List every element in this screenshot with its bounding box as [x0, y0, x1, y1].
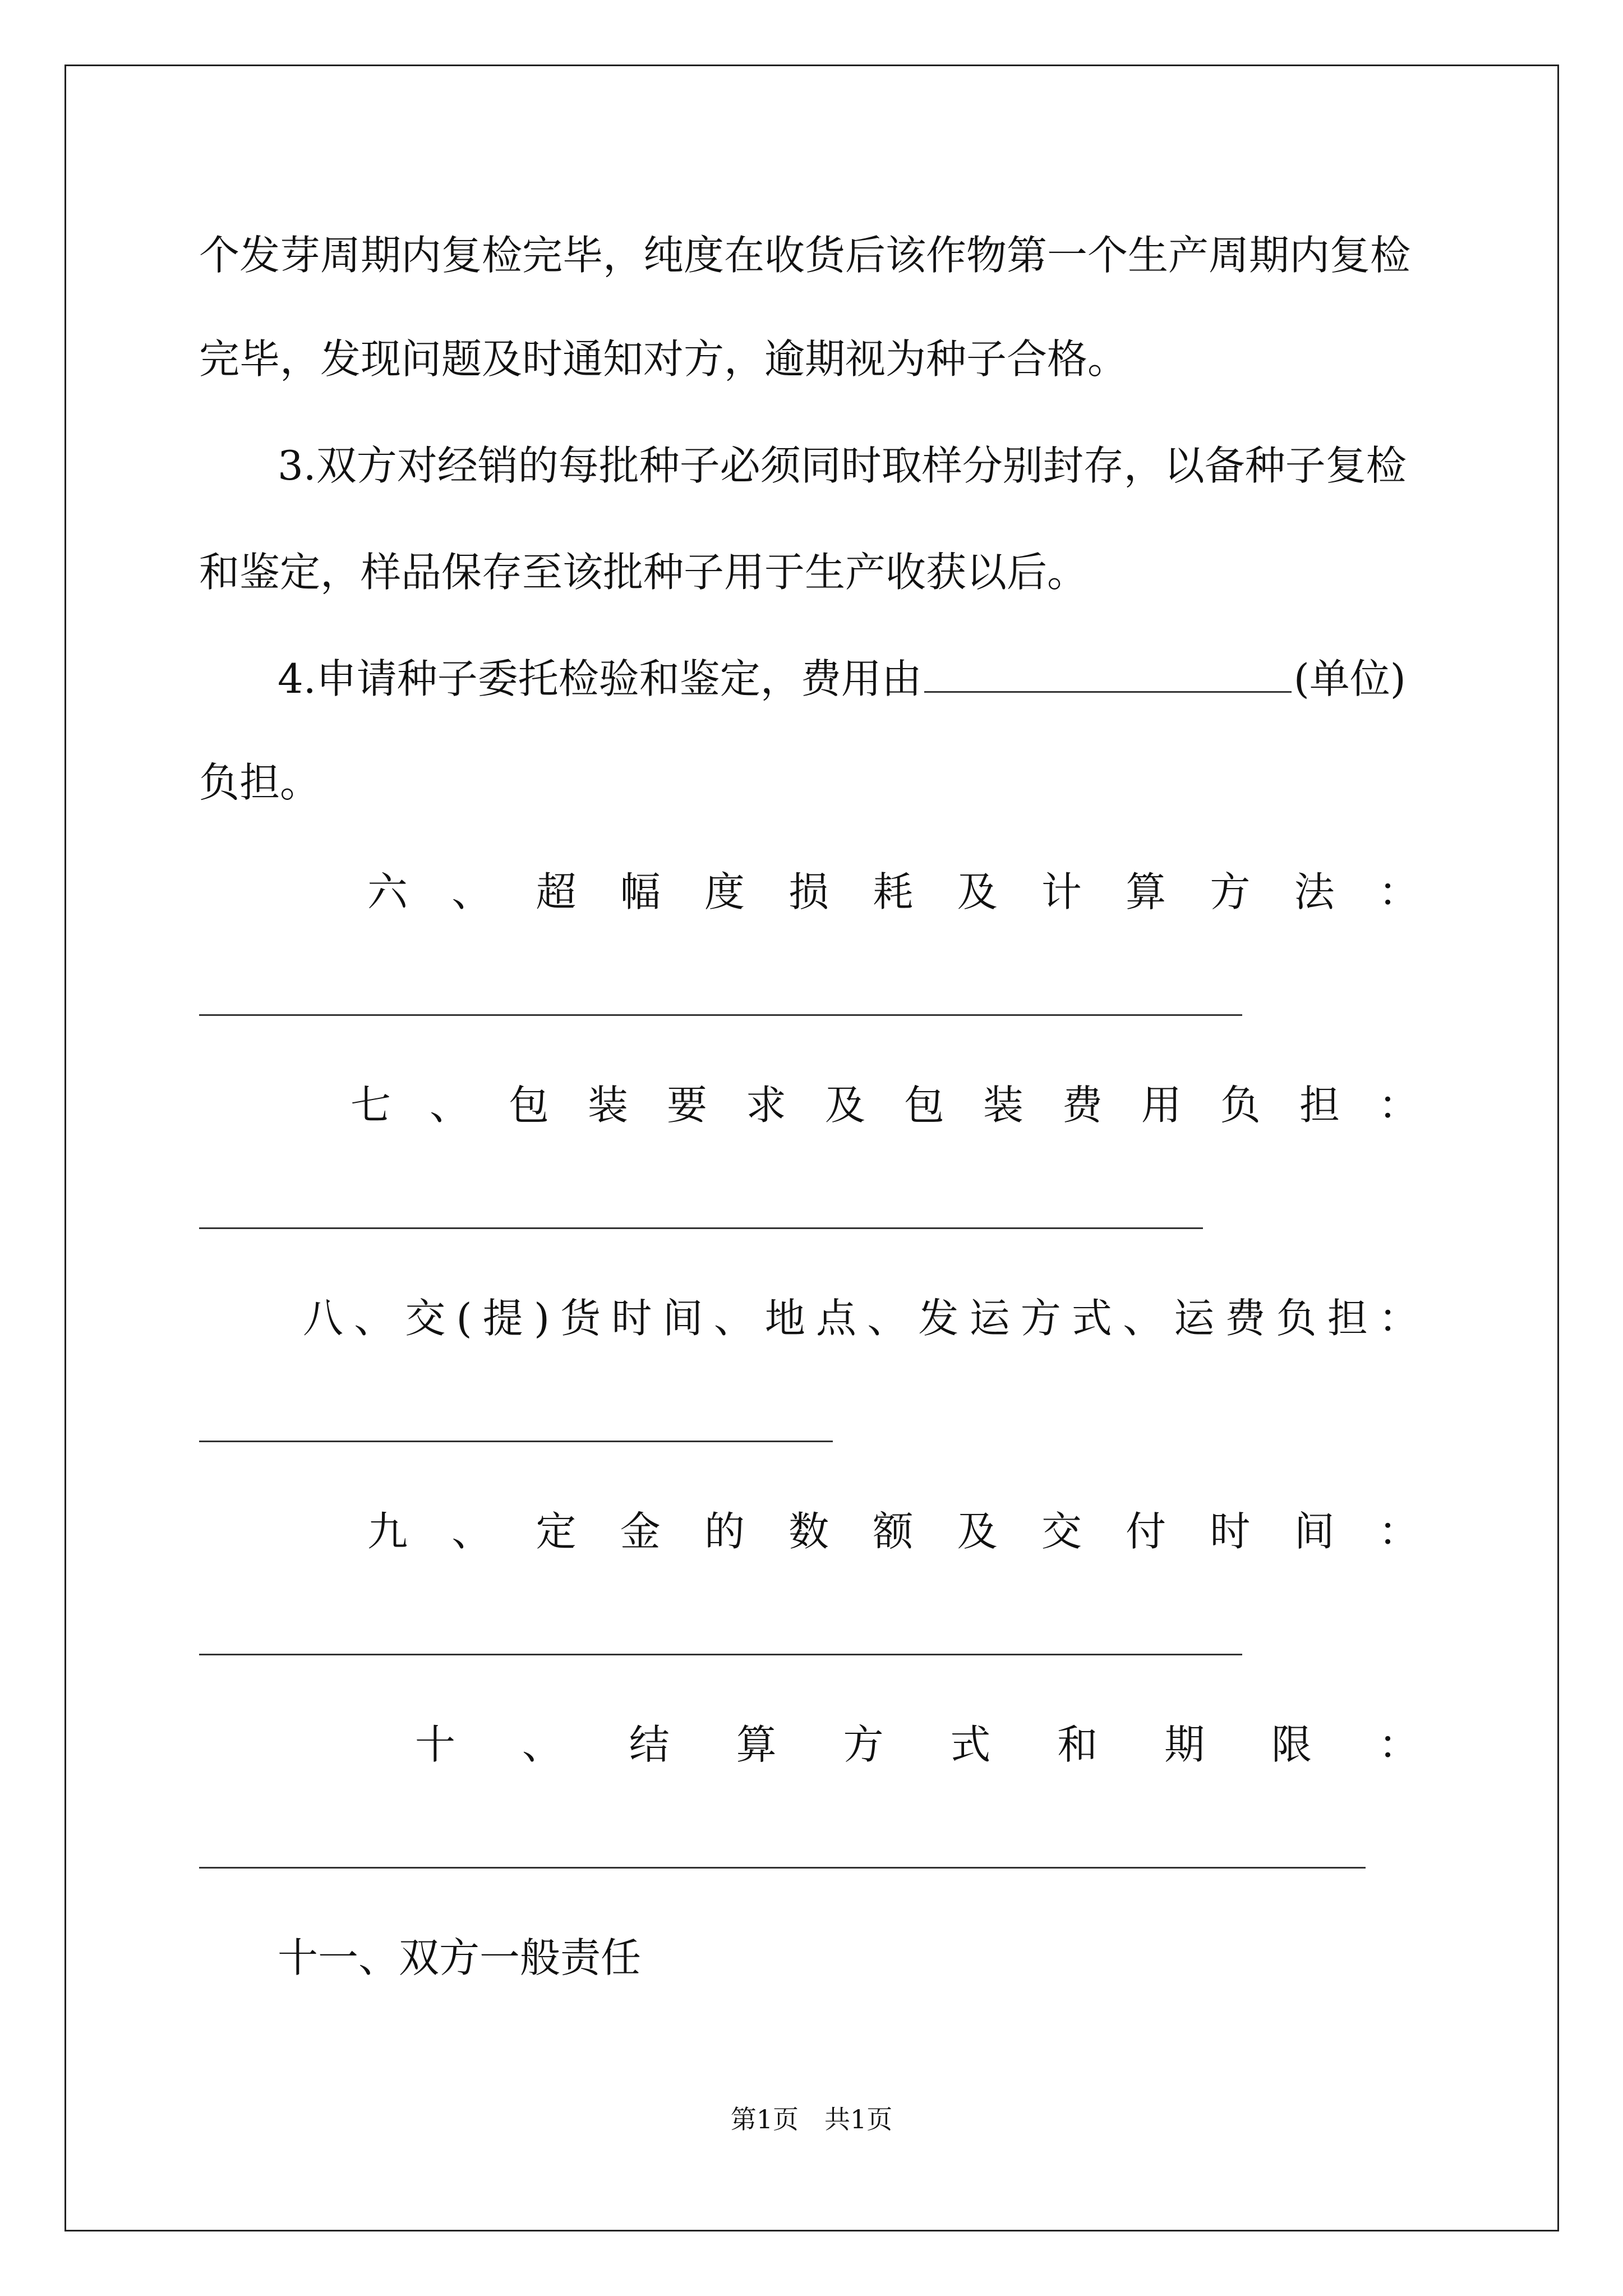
heading-char: 及	[957, 868, 998, 915]
heading-char: 超	[536, 868, 577, 915]
heading-char: 金	[620, 1508, 661, 1555]
heading-char: 担	[1327, 1295, 1368, 1342]
text-line-1: 个发芽周期内复检完毕，纯度在收货后该作物第一个生产周期内复检	[199, 232, 1411, 279]
section-7-heading	[199, 1080, 1419, 1130]
heading-char: 结	[629, 1721, 670, 1768]
heading-char: 地	[764, 1295, 805, 1342]
heading-char: 十	[415, 1721, 456, 1768]
heading-char: 运	[969, 1295, 1010, 1342]
section-9-heading	[199, 1506, 1419, 1557]
clause-4-prefix: 4.申请种子委托检验和鉴定，费用由	[278, 655, 922, 702]
heading-char: 方	[843, 1721, 884, 1768]
heading-char: 时	[611, 1295, 652, 1342]
heading-char: 费	[1062, 1082, 1103, 1129]
text-line-4: 和鉴定，样品保存至该批种子用于生产收获以后。	[199, 549, 1088, 596]
heading-char: 法	[1294, 868, 1335, 915]
heading-char: 、	[354, 1295, 395, 1342]
heading-char: ：	[1378, 1508, 1419, 1555]
heading-char: 和	[1057, 1721, 1098, 1768]
heading-char: 发	[918, 1295, 959, 1342]
heading-char: 式	[1071, 1295, 1112, 1342]
heading-char: 、	[451, 868, 492, 915]
heading-char: 要	[666, 1082, 707, 1129]
heading-char: 费	[1225, 1295, 1266, 1342]
fill-line-section-9[interactable]	[199, 1654, 1242, 1655]
heading-char: ：	[1378, 1721, 1419, 1768]
text-line-6: 负担。	[199, 759, 321, 806]
heading-char: 交	[405, 1295, 446, 1342]
heading-char: 货	[560, 1295, 601, 1342]
heading-char: 担	[1299, 1082, 1340, 1129]
heading-char: 包	[903, 1082, 944, 1129]
heading-char: 、	[867, 1295, 908, 1342]
heading-char: )	[533, 1295, 550, 1342]
heading-char: 、	[713, 1295, 754, 1342]
heading-char: 数	[789, 1508, 829, 1555]
heading-char: 、	[522, 1721, 562, 1768]
heading-char: 的	[704, 1508, 745, 1555]
heading-char: 用	[1141, 1082, 1182, 1129]
heading-char: 、	[1123, 1295, 1164, 1342]
heading-char: 付	[1126, 1508, 1166, 1555]
heading-char: 额	[873, 1508, 914, 1555]
heading-char: 间	[662, 1295, 703, 1342]
heading-char: 耗	[873, 868, 914, 915]
heading-char: 运	[1174, 1295, 1215, 1342]
heading-char: 点	[816, 1295, 857, 1342]
fill-line-section-7[interactable]	[199, 1227, 1203, 1229]
heading-char: 装	[587, 1082, 628, 1129]
heading-char: 九	[367, 1508, 408, 1555]
heading-char: 负	[1220, 1082, 1261, 1129]
heading-char: (	[456, 1295, 472, 1342]
heading-char: 装	[983, 1082, 1023, 1129]
heading-char: ：	[1378, 1295, 1419, 1342]
heading-char: 负	[1276, 1295, 1317, 1342]
fill-line-section-10[interactable]	[199, 1867, 1366, 1869]
heading-char: 方	[1210, 868, 1251, 915]
heading-char: 算	[736, 1721, 777, 1768]
heading-char: ：	[1378, 868, 1419, 915]
clause-4	[278, 654, 1406, 704]
fill-line-section-8[interactable]	[199, 1441, 833, 1442]
clause-3: 3.双方对经销的每批种子必须同时取样分别封存，以备种子复检	[278, 442, 1407, 489]
fill-line-section-6[interactable]	[199, 1014, 1242, 1016]
fill-in-blank[interactable]	[924, 657, 1292, 693]
heading-char: ：	[1378, 1082, 1419, 1129]
heading-char: 定	[536, 1508, 577, 1555]
heading-char: 损	[789, 868, 829, 915]
section-6-heading	[199, 867, 1419, 917]
text-line-2: 完毕，发现问题及时通知对方，逾期视为种子合格。	[199, 335, 1128, 383]
heading-char: 间	[1294, 1508, 1335, 1555]
section-8-heading	[199, 1293, 1419, 1343]
page-border	[64, 65, 1559, 2231]
heading-char: 期	[1164, 1721, 1205, 1768]
section-10-heading	[199, 1719, 1419, 1770]
heading-char: 计	[1041, 868, 1082, 915]
heading-char: 算	[1126, 868, 1166, 915]
heading-char: 度	[704, 868, 745, 915]
heading-char: 方	[1020, 1295, 1061, 1342]
heading-char: 交	[1041, 1508, 1082, 1555]
heading-char: 式	[950, 1721, 991, 1768]
heading-char: 、	[429, 1082, 470, 1129]
heading-char: 八	[303, 1295, 344, 1342]
heading-char: 及	[957, 1508, 998, 1555]
heading-char: 求	[745, 1082, 786, 1129]
heading-char: 、	[451, 1508, 492, 1555]
heading-char: 及	[824, 1082, 865, 1129]
clause-4-suffix: (单位)	[1293, 655, 1406, 702]
heading-char: 幅	[620, 868, 661, 915]
page-footer: 第1页 共1页	[730, 2104, 893, 2134]
heading-char: 限	[1271, 1721, 1312, 1768]
heading-char: 七	[351, 1082, 391, 1129]
heading-char: 六	[367, 868, 408, 915]
heading-char: 提	[482, 1295, 523, 1342]
heading-char: 时	[1210, 1508, 1251, 1555]
section-11-heading: 十一、双方一般责任	[278, 1934, 642, 1981]
heading-char: 包	[508, 1082, 549, 1129]
